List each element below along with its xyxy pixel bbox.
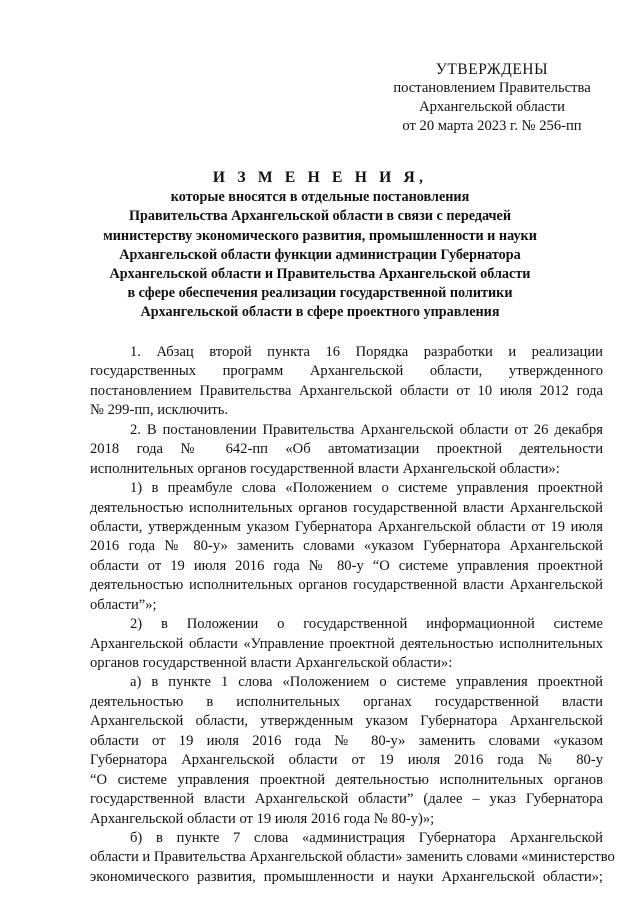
title-line: Правительства Архангельской области в связи с передачей (128, 208, 512, 225)
body-line: Архангельской области, утвержденным указом Губернатора Архангельской (90, 713, 603, 730)
body-line: № 299-пп, исключить. (90, 402, 229, 419)
approval-line: постановлением Правительства (393, 80, 591, 96)
title-line: министерству экономического развития, промышленности и науки (103, 227, 537, 244)
title-line: в сфере обеспечения реализации государственной политики (127, 285, 513, 302)
body-line: области от 19 июля 2016 года № 80-у “О системе управления проектной (90, 557, 603, 574)
body-line: деятельностью исполнительных органов государственной власти Архангельской (90, 577, 603, 594)
title-line: Архангельской области функции администрации Губернатора (119, 246, 521, 263)
body-line: Архангельской области от 19 июля 2016 года № 80-у)»; (90, 810, 435, 827)
body-line: Губернатора Архангельской области от 19 июля 2016 года № 80-у (90, 752, 603, 769)
body-line: деятельностью в исполнительных органах государственной власти (90, 693, 603, 710)
body-line: 1. Абзац второй пункта 16 Порядка разработки и реализации (130, 344, 603, 360)
document-title (60, 168, 580, 323)
title-line: Архангельской области в сфере проектного управления (140, 304, 500, 321)
body-line: государственной власти Архангельской области” (далее – указ Губернатора (90, 791, 603, 808)
title-line: Архангельской области и Правительства Архангельской области (109, 266, 531, 283)
body-line: 2. В постановлении Правительства Архангельской области от 26 декабря (130, 421, 603, 438)
body-line: 1) в преамбуле слова «Положением о системе управления проектной (130, 480, 603, 497)
body-line: экономического развития, промышленности и науки Архангельской области»; (90, 868, 603, 885)
title-heading: И З М Е Н Е Н И Я, (212, 169, 428, 186)
body-line: б) в пункте 7 слова «администрация Губернатора Архангельской (130, 829, 603, 846)
body-line: области”»; (90, 596, 157, 613)
title-line: которые вносятся в отдельные постановления (170, 189, 470, 206)
body-line: области и Правительства Архангельской области» заменить словами «министерство (90, 849, 615, 866)
body-line: деятельностью исполнительных органов государственной власти Архангельской (90, 499, 603, 516)
body-line: постановлением Правительства Архангельской области от 10 июля 2012 года (90, 382, 603, 399)
body-line: области, утвержденным указом Губернатора Архангельской области от 19 июля (90, 518, 603, 535)
body-line: 2) в Положении о государственной информационной системе (130, 616, 603, 633)
approval-heading: УТВЕРЖДЕНЫ (435, 61, 549, 78)
body-line: органов государственной власти Архангельской области»: (90, 655, 453, 671)
approval-stamp (382, 60, 602, 136)
approval-line: Архангельской области (419, 99, 565, 115)
body-line: 2016 года № 80-у» заменить словами «указом Губернатора Архангельской (90, 538, 603, 555)
body-line: государственных программ Архангельской области, утвержденного (90, 363, 603, 380)
approval-date: от 20 марта 2023 г. № 256-пп (402, 118, 582, 134)
body-line: 2018 года № 642-пп «Об автоматизации проектной деятельности (90, 441, 603, 458)
document-body (90, 343, 615, 887)
body-line: Архангельской области «Управление проектной деятельностью исполнительных (90, 635, 603, 652)
body-line: области от 19 июля 2016 года № 80-у» заменить словами «указом (90, 732, 603, 749)
body-line: “О системе управления проектной деятельностью исполнительных органов (90, 771, 603, 788)
body-line: исполнительных органов государственной власти Архангельской области»: (90, 460, 560, 477)
body-line: а) в пункте 1 слова «Положением о системе управления проектной (130, 674, 603, 691)
